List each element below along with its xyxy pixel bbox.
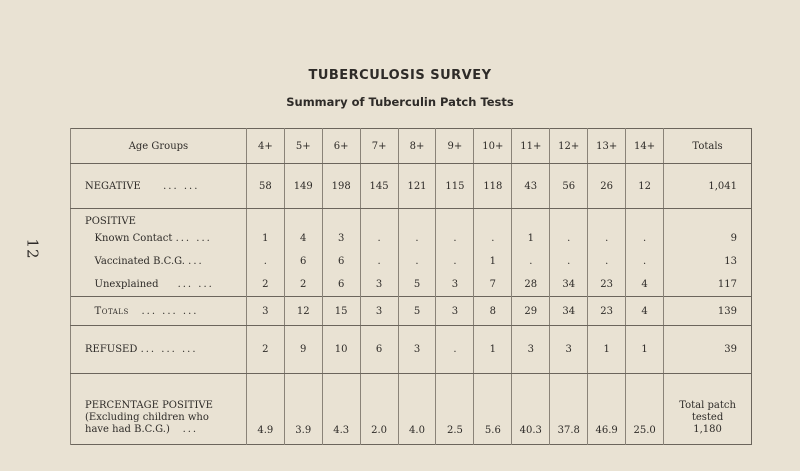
negative-row: [71, 164, 752, 209]
table-cell: 5.6: [474, 374, 512, 445]
table-cell: .: [246, 250, 284, 273]
table-cell: 3: [360, 297, 398, 326]
table-cell: 5: [398, 273, 436, 297]
row-label: [71, 374, 247, 445]
table-cell: 3: [512, 326, 550, 374]
total-patch-line: Total patch: [679, 400, 736, 411]
total-patch-line: tested: [691, 412, 724, 423]
table-cell: 1: [626, 326, 664, 374]
positive-label: POSITIVE: [71, 209, 247, 228]
table-cell: .: [550, 250, 588, 273]
table-cell: 9: [284, 326, 322, 374]
table-cell: 145: [360, 164, 398, 209]
table-cell: .: [398, 250, 436, 273]
table-cell: .: [360, 250, 398, 273]
table-cell: 4.9: [246, 374, 284, 445]
table-cell: 115: [436, 164, 474, 209]
table-cell: 5: [398, 297, 436, 326]
table-cell: 3: [436, 273, 474, 297]
row-label: REFUSED ... ... ...: [71, 326, 247, 374]
table-cell: 2: [284, 273, 322, 297]
survey-table: [70, 128, 752, 445]
table-cell: 37.8: [550, 374, 588, 445]
table-cell: .: [398, 227, 436, 250]
table-cell: .: [436, 227, 474, 250]
table-cell: 3: [360, 273, 398, 297]
table-cell: .: [588, 250, 626, 273]
table-cell: 2: [246, 326, 284, 374]
page-title: TUBERCULOSIS SURVEY: [308, 68, 492, 83]
table-cell: .: [626, 250, 664, 273]
table-cell: 1: [474, 326, 512, 374]
total-cell: 139: [664, 297, 752, 326]
age-group-header: 9+: [436, 129, 474, 164]
table-cell: 10: [322, 326, 360, 374]
age-group-header: 5+: [284, 129, 322, 164]
table-cell: 34: [550, 297, 588, 326]
positive-totals-row: [71, 297, 752, 326]
table-cell: 3: [322, 227, 360, 250]
table-cell: 8: [474, 297, 512, 326]
table-cell: 12: [626, 164, 664, 209]
table-cell: 6: [284, 250, 322, 273]
table-cell: 3: [436, 297, 474, 326]
row-label: Unexplained ... ...: [71, 273, 247, 297]
age-group-header: 6+: [322, 129, 360, 164]
age-group-header: 4+: [246, 129, 284, 164]
percentage-row: [71, 374, 752, 445]
table-cell: 118: [474, 164, 512, 209]
table-cell: 121: [398, 164, 436, 209]
total-cell: 13: [664, 250, 752, 273]
positive-row-known-contact: [71, 227, 752, 250]
row-label: Totals ... ... ...: [71, 297, 247, 326]
page-number: 12: [23, 238, 42, 260]
age-group-header: 12+: [550, 129, 588, 164]
table-cell: 4.3: [322, 374, 360, 445]
table-cell: 58: [246, 164, 284, 209]
table-cell: 43: [512, 164, 550, 209]
percentage-label-line: (Excluding children who: [85, 412, 209, 423]
table-cell: .: [626, 227, 664, 250]
age-group-header: 10+: [474, 129, 512, 164]
table-cell: 1: [474, 250, 512, 273]
table-cell: 6: [322, 273, 360, 297]
table-cell: 26: [588, 164, 626, 209]
table-cell: 1: [588, 326, 626, 374]
total-patch-line: 1,180: [693, 424, 722, 435]
table-cell: 34: [550, 273, 588, 297]
table-cell: 15: [322, 297, 360, 326]
table-cell: 6: [360, 326, 398, 374]
age-group-header: 11+: [512, 129, 550, 164]
table-cell: 46.9: [588, 374, 626, 445]
table-cell: 2.0: [360, 374, 398, 445]
age-group-header: 14+: [626, 129, 664, 164]
age-group-header: 7+: [360, 129, 398, 164]
table-cell: 7: [474, 273, 512, 297]
percentage-label-line: PERCENTAGE POSITIVE: [85, 400, 213, 411]
table-cell: 4: [626, 297, 664, 326]
table-cell: 40.3: [512, 374, 550, 445]
table-cell: 1: [512, 227, 550, 250]
table-cell: 4: [284, 227, 322, 250]
table-cell: .: [436, 250, 474, 273]
table-cell: 2: [246, 273, 284, 297]
total-cell: 1,041: [664, 164, 752, 209]
total-cell: 39: [664, 326, 752, 374]
table-cell: 3.9: [284, 374, 322, 445]
table-cell: 4: [626, 273, 664, 297]
row-label: Vaccinated B.C.G. ...: [71, 250, 247, 273]
total-cell: 117: [664, 273, 752, 297]
totals-header: Totals: [664, 129, 752, 164]
percentage-label-line: have had B.C.G.) ...: [85, 424, 199, 435]
table-cell: .: [588, 227, 626, 250]
total-patch-tested-cell: [664, 374, 752, 445]
header-row: [71, 129, 752, 164]
table-cell: 12: [284, 297, 322, 326]
table-cell: .: [436, 326, 474, 374]
table-cell: .: [360, 227, 398, 250]
row-label: NEGATIVE ... ...: [71, 164, 247, 209]
table-cell: 2.5: [436, 374, 474, 445]
positive-row-vaccinated: [71, 250, 752, 273]
age-group-header: 8+: [398, 129, 436, 164]
table-cell: 29: [512, 297, 550, 326]
total-cell: 9: [664, 227, 752, 250]
positive-heading-row: [71, 209, 752, 228]
table-cell: 3: [246, 297, 284, 326]
table-cell: .: [550, 227, 588, 250]
table-cell: 3: [550, 326, 588, 374]
table-cell: 149: [284, 164, 322, 209]
age-group-header: 13+: [588, 129, 626, 164]
page-subtitle: Summary of Tuberculin Patch Tests: [286, 95, 514, 109]
table-cell: 1: [246, 227, 284, 250]
refused-row: [71, 326, 752, 374]
table-cell: 23: [588, 297, 626, 326]
age-groups-header: Age Groups: [71, 129, 247, 164]
positive-row-unexplained: [71, 273, 752, 297]
table-cell: 25.0: [626, 374, 664, 445]
table-cell: .: [474, 227, 512, 250]
table-cell: 28: [512, 273, 550, 297]
table-cell: 6: [322, 250, 360, 273]
table-cell: .: [512, 250, 550, 273]
table-cell: 56: [550, 164, 588, 209]
row-label: Known Contact ... ...: [71, 227, 247, 250]
table-cell: 3: [398, 326, 436, 374]
table-cell: 4.0: [398, 374, 436, 445]
table-cell: 23: [588, 273, 626, 297]
table-cell: 198: [322, 164, 360, 209]
